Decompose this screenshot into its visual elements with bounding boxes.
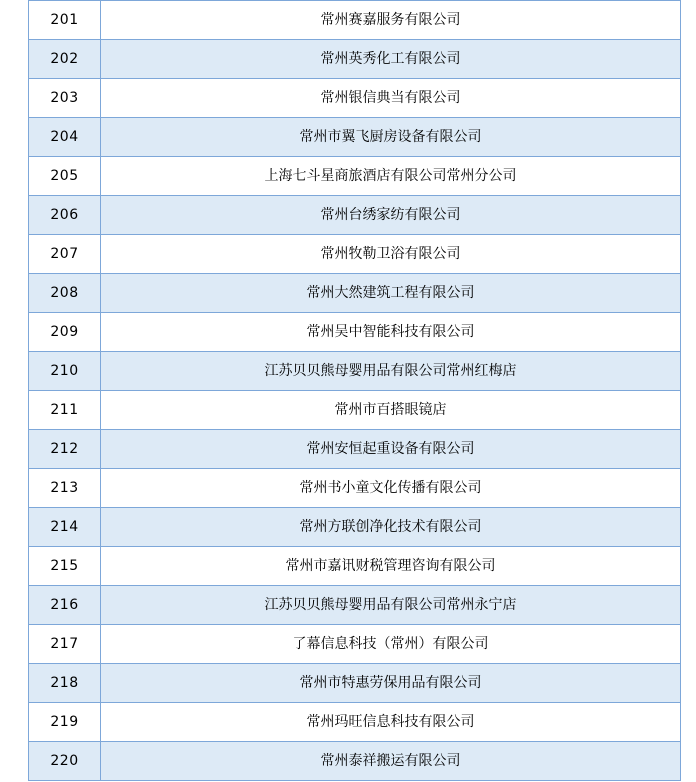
row-index: 202 <box>29 40 101 79</box>
table-row <box>29 469 681 508</box>
row-index: 205 <box>29 157 101 196</box>
company-name: 常州市百搭眼镜店 <box>101 391 681 430</box>
row-index: 204 <box>29 118 101 157</box>
table-row <box>29 430 681 469</box>
company-name: 常州市翼飞厨房设备有限公司 <box>101 118 681 157</box>
table-row <box>29 625 681 664</box>
table-row <box>29 703 681 742</box>
row-index: 217 <box>29 625 101 664</box>
company-name: 常州赛嘉服务有限公司 <box>101 1 681 40</box>
company-name: 常州安恒起重设备有限公司 <box>101 430 681 469</box>
table-body <box>29 1 681 781</box>
table-row <box>29 547 681 586</box>
company-name: 常州银信典当有限公司 <box>101 79 681 118</box>
company-name: 常州牧勒卫浴有限公司 <box>101 235 681 274</box>
row-index: 206 <box>29 196 101 235</box>
table-row <box>29 118 681 157</box>
table-row <box>29 352 681 391</box>
table-row <box>29 664 681 703</box>
table-row <box>29 1 681 40</box>
company-name: 常州方联创净化技术有限公司 <box>101 508 681 547</box>
row-index: 208 <box>29 274 101 313</box>
row-index: 210 <box>29 352 101 391</box>
row-index: 218 <box>29 664 101 703</box>
table-row <box>29 40 681 79</box>
row-index: 209 <box>29 313 101 352</box>
row-index: 219 <box>29 703 101 742</box>
company-name: 常州书小童文化传播有限公司 <box>101 469 681 508</box>
company-name: 常州英秀化工有限公司 <box>101 40 681 79</box>
row-index: 211 <box>29 391 101 430</box>
company-name: 常州泰祥搬运有限公司 <box>101 742 681 781</box>
company-list-table <box>28 0 681 781</box>
table-row <box>29 235 681 274</box>
table-row <box>29 313 681 352</box>
row-index: 201 <box>29 1 101 40</box>
table-row <box>29 274 681 313</box>
table-row <box>29 391 681 430</box>
company-name: 常州玛旺信息科技有限公司 <box>101 703 681 742</box>
row-index: 216 <box>29 586 101 625</box>
company-name: 常州市嘉讯财税管理咨询有限公司 <box>101 547 681 586</box>
table-row <box>29 508 681 547</box>
row-index: 215 <box>29 547 101 586</box>
table-row <box>29 79 681 118</box>
company-name: 常州大然建筑工程有限公司 <box>101 274 681 313</box>
company-name: 上海七斗星商旅酒店有限公司常州分公司 <box>101 157 681 196</box>
table-row <box>29 196 681 235</box>
row-index: 212 <box>29 430 101 469</box>
table-row <box>29 157 681 196</box>
row-index: 220 <box>29 742 101 781</box>
company-name: 常州市特惠劳保用品有限公司 <box>101 664 681 703</box>
company-name: 江苏贝贝熊母婴用品有限公司常州永宁店 <box>101 586 681 625</box>
company-name: 常州吴中智能科技有限公司 <box>101 313 681 352</box>
table-row <box>29 742 681 781</box>
row-index: 207 <box>29 235 101 274</box>
company-name: 江苏贝贝熊母婴用品有限公司常州红梅店 <box>101 352 681 391</box>
row-index: 203 <box>29 79 101 118</box>
row-index: 213 <box>29 469 101 508</box>
table-row <box>29 586 681 625</box>
row-index: 214 <box>29 508 101 547</box>
company-name: 常州台绣家纺有限公司 <box>101 196 681 235</box>
company-name: 了幕信息科技（常州）有限公司 <box>101 625 681 664</box>
